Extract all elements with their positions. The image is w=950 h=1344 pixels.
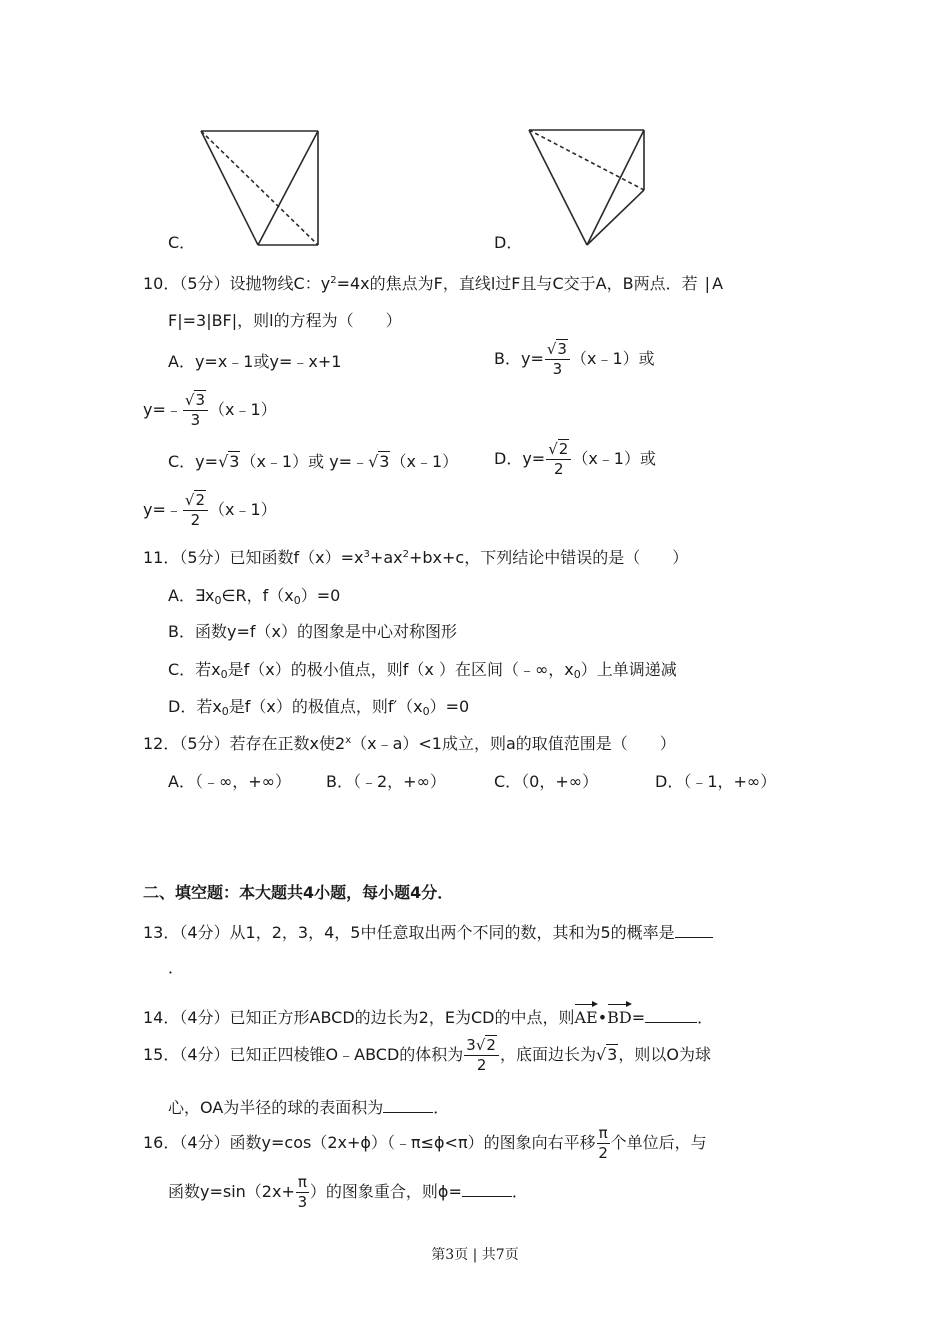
q12-stem-text-2: （x﹣a）<1成立，则a的取值范围是（ ） (351, 734, 676, 753)
q10-stem-text-2: =4x的焦点为F，直线l过F且与C交于A，B两点．若 (336, 274, 698, 293)
q11-option-d: D．若$x_0$是f（x）的极值点，则$f'(x_0)=0$ (168, 697, 470, 718)
q11-option-c-text: C．若x (168, 660, 221, 679)
q10-stem-text: 10．（5分）设抛物线C：y (143, 274, 331, 293)
q11-option-c-text-3: ）上单调递减 (580, 660, 677, 679)
q15-answer-blank[interactable] (383, 1096, 433, 1113)
q11-option-d-text: D．若x (168, 697, 222, 716)
q16-phase-fraction: $\frac{\pi}{3}$ (297, 1173, 308, 1211)
q16-answer-blank[interactable] (462, 1180, 512, 1197)
q15-side-length: √3 (595, 1045, 618, 1064)
q10-stem-text-3: A (712, 274, 724, 293)
q12-option-a: A．（﹣∞，+∞） (168, 772, 292, 791)
q12-stem: 12．（5分）若存在正数x使$2^x(x﹣a)<1$成立，则a的取值范围是（ ） (143, 734, 676, 753)
q11-option-d-text-3: ）=0 (429, 697, 470, 716)
figure-c-label: C． (168, 233, 196, 252)
q10-stem-line2: F|=3|BF|，则l的方程为（ ） (168, 311, 402, 330)
q10-option-c-prefix: C．y= (168, 452, 219, 471)
q16-stem-line2-b: ）的图象重合，则ϕ= (309, 1182, 462, 1201)
q11-option-a: A．$\exists x_0\in R$，$f(x_0)=0$ (168, 586, 341, 607)
q16-stem-text: 16．（4分）函数y=cos（2x+ϕ）（﹣π≤ϕ<π）的图象向右平移 (143, 1133, 596, 1152)
q12-option-b: B．（﹣2，+∞） (326, 772, 446, 791)
q13-stem (143, 921, 713, 943)
figure-c-diagram (195, 125, 325, 250)
q16-stem-end: 个单位后，与 (610, 1133, 707, 1152)
q12-option-c: C．（0，+∞） (494, 772, 599, 791)
figure-d-diagram (524, 125, 654, 250)
q10-option-b-fraction: $\frac{√3}{3}$ (545, 340, 570, 379)
vector-ae: AE (574, 1002, 597, 1028)
q10-stem: 10．（5分）设抛物线C：$y^2=4x$的焦点为F，直线l过F且与C交于A，B两点．若 | A (143, 274, 724, 293)
q16-tail: ． (511, 1182, 528, 1201)
q10-option-b-prefix: B．y= (494, 349, 544, 368)
q10-option-c-suffix: （x﹣1） (390, 452, 459, 471)
q15-stem-end: ，则以O为球 (618, 1045, 711, 1064)
q10-option-d-cont (143, 491, 277, 530)
q15-stem (143, 1036, 711, 1075)
q10-stem-f: F (168, 311, 178, 330)
vector-bd: BD (607, 1002, 632, 1028)
dot-operator: • (597, 1008, 608, 1027)
q11-stem-text-3: +bx+c，下列结论中错误的是（ ） (408, 548, 689, 567)
q10-option-c: C．y=√3（x﹣1）或 y=﹣√3（x﹣1） (168, 452, 459, 471)
q10-option-d2-suffix: （x﹣1） (209, 500, 277, 519)
q10-option-a: A．y=x﹣1或y=﹣x+1 (168, 352, 342, 371)
q15-stem-text: 15．（4分）已知正四棱锥O﹣ABCD的体积为 (143, 1045, 464, 1064)
q10-stem-eq: =3 (182, 311, 207, 330)
q10-option-b2-fraction: $\frac{√3}{3}$ (183, 391, 208, 430)
q10-stem-tail: ，则l的方程为（ ） (237, 311, 402, 330)
q12-stem-text: 12．（5分）若存在正数x使2 (143, 734, 346, 753)
q10-option-b2-suffix: （x﹣1） (209, 400, 277, 419)
q14-tail: ． (697, 1008, 714, 1027)
q14-stem-text: 14．（4分）已知正方形ABCD的边长为2，E为CD的中点，则 (143, 1008, 575, 1027)
q10-option-c-mid: （x﹣1）或 y=﹣ (240, 452, 369, 471)
q10-stem-bf: BF (211, 311, 232, 330)
q11-option-a-text-3: ）=0 (300, 586, 341, 605)
q11-option-a-text: A．∃x (168, 586, 215, 605)
q11-stem: 11．（5分）已知函数$f(x)=x^3+ax^2+bx+c$，下列结论中错误的是（ ） (143, 548, 689, 567)
q10-option-d-fraction: $\frac{√2}{2}$ (546, 440, 571, 479)
q10-option-d-prefix: D．y= (494, 449, 546, 468)
q13-stem-text: 13．（4分）从1，2，3，4，5中任意取出两个不同的数，其和为5的概率是 (143, 923, 675, 942)
q10-option-b-suffix: （x﹣1）或 (570, 349, 655, 368)
q10-option-d2-fraction: $\frac{√2}{2}$ (183, 491, 208, 530)
figure-d-label: D． (494, 233, 523, 252)
q14-stem (143, 1002, 713, 1028)
q11-stem-text-2: +ax (369, 548, 403, 567)
q10-option-b (494, 340, 655, 379)
q11-option-c-text-2: 是f（x）的极小值点，则f（x ）在区间（﹣∞，x (227, 660, 574, 679)
q12-option-d: D．（﹣1，+∞） (655, 772, 777, 791)
q10-option-d-suffix: （x﹣1）或 (572, 449, 656, 468)
q11-stem-text: 11．（5分）已知函数f（x）=x (143, 548, 364, 567)
q14-answer-blank[interactable] (645, 1006, 697, 1023)
q16-stem (143, 1124, 707, 1163)
q15-stem-line2 (168, 1096, 449, 1118)
q10-option-d (494, 440, 656, 479)
q15-volume-fraction: $\frac{3√2}{2}$ (464, 1036, 499, 1075)
q15-tail: ． (433, 1098, 450, 1117)
q11-option-a-text-2: ∈R，f（x (221, 586, 294, 605)
q15-stem-mid: ，底面边长为 (499, 1045, 596, 1064)
q10-option-b2-prefix: y=﹣ (143, 400, 182, 419)
q10-option-d2-prefix: y=﹣ (143, 500, 182, 519)
section-2-title: 二、填空题：本大题共4小题，每小题4分． (143, 883, 454, 902)
q15-stem-line2-text: 心，OA为半径的球的表面积为 (168, 1098, 384, 1117)
q10-option-b-cont (143, 391, 277, 430)
q16-stem-line2-text: 函数y=sin（2x+ (168, 1182, 295, 1201)
q13-tail: ． (168, 958, 185, 977)
q16-shift-fraction: $\frac{\pi}{2}$ (598, 1124, 608, 1162)
q11-option-d-text-2: 是f（x）的极值点，则f′（x (228, 697, 423, 716)
q11-option-b: B．函数y=f（x）的图象是中心对称图形 (168, 622, 457, 641)
q14-equals: = (631, 1008, 646, 1027)
q11-option-c: C．若$x_0$是f（x）的极小值点，则f（x ）在区间（﹣∞，$x_0$）上单调递减 (168, 660, 677, 681)
page-footer: 第3页 | 共7页 (431, 1247, 519, 1263)
q16-stem-line2 (168, 1173, 528, 1212)
q13-answer-blank[interactable] (675, 921, 713, 938)
